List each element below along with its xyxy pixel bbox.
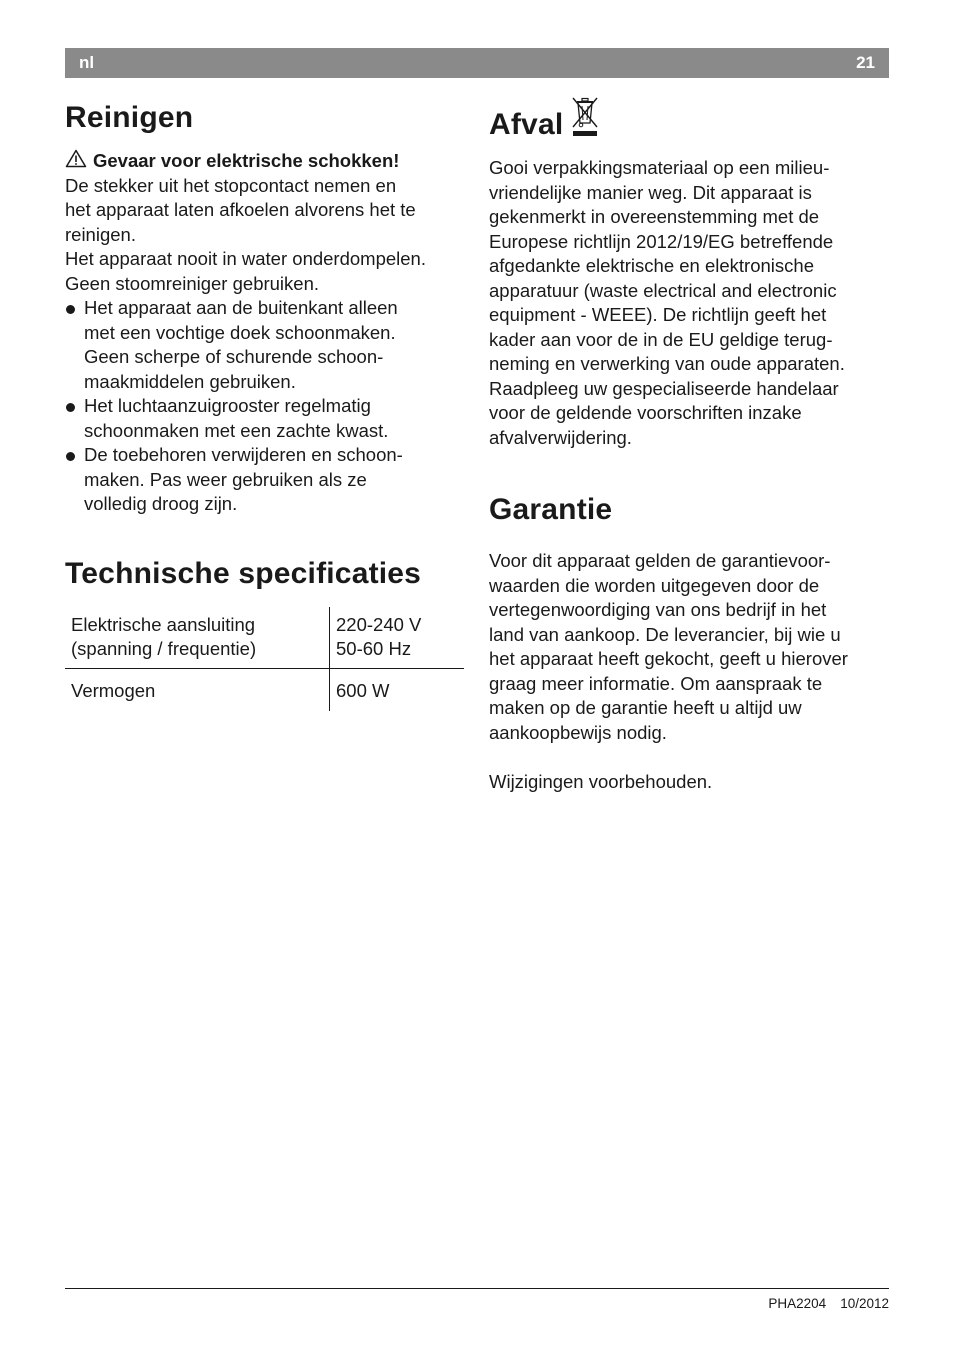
garantie-text bbox=[489, 549, 889, 794]
crossed-out-wheelie-bin-icon bbox=[569, 95, 601, 148]
afval-text bbox=[489, 156, 889, 450]
section-title-garantie: Garantie bbox=[489, 493, 613, 526]
spec-value: 220-240 V 50-60 Hz bbox=[330, 607, 465, 669]
reinigen-line: De stekker uit het stopcontact nemen en bbox=[65, 174, 397, 196]
reinigen-line: reinigen. bbox=[65, 223, 136, 245]
language-code: nl bbox=[79, 53, 95, 72]
spec-table bbox=[65, 607, 464, 712]
garantie-line: aankoopbewijs nodig. bbox=[489, 721, 667, 743]
table-row bbox=[65, 668, 464, 711]
garantie-line: land van aankoop. De leverancier, bij wie u bbox=[489, 623, 841, 645]
footer-date: 10/2012 bbox=[840, 1296, 889, 1311]
footer-model: PHA2204 bbox=[768, 1296, 827, 1311]
reinigen-line: Geen stoomreiniger gebruiken. bbox=[65, 272, 320, 294]
list-item: Het luchtaanzuigrooster regelmatig schoonmaken met een zachte kwast. bbox=[65, 394, 465, 443]
afval-line: vriendelijke manier weg. Dit apparaat is bbox=[489, 181, 812, 203]
afval-heading bbox=[489, 95, 889, 148]
afval-line: Gooi verpakkingsmateriaal op een milieu- bbox=[489, 157, 830, 178]
list-item: De toebehoren verwijderen en schoon- maken. Pas weer gebruiken als ze volledig droog zijn. bbox=[65, 443, 465, 517]
footer bbox=[768, 1296, 889, 1311]
afval-line: kader aan voor de in de EU geldige terug- bbox=[489, 328, 833, 350]
afval-line: Europese richtlijn 2012/19/EG betreffende bbox=[489, 230, 834, 252]
warning-text: Gevaar voor elektrische schokken! bbox=[93, 150, 400, 171]
afval-line: equipment - WEEE). De richtlijn geeft het bbox=[489, 304, 827, 325]
right-column bbox=[489, 95, 889, 794]
table-row bbox=[65, 607, 464, 669]
afval-line: afgedankte elektrische en elektronische bbox=[489, 255, 814, 276]
garantie-note: Wijzigingen voorbehouden. bbox=[489, 770, 713, 792]
afval-line: voor de geldende voorschriften inzake bbox=[489, 402, 802, 423]
afval-line: neming en verwerking van oude apparaten. bbox=[489, 353, 845, 374]
footer-divider bbox=[65, 1288, 889, 1289]
afval-line: afvalverwijdering. bbox=[489, 426, 632, 448]
list-item: Het apparaat aan de buitenkant alleen met een vochtige doek schoonmaken. Geen scherpe of schurende schoon- maakmiddelen gebruiken. bbox=[65, 296, 465, 394]
section-title-specs: Technische specificaties bbox=[65, 556, 422, 590]
garantie-line: maken op de garantie heeft u altijd uw bbox=[489, 697, 802, 718]
bullet-dot-icon bbox=[66, 305, 75, 314]
section-title-afval: Afval bbox=[489, 108, 564, 141]
bullet-dot-icon bbox=[66, 403, 75, 412]
garantie-line: graag meer informatie. Om aanspraak te bbox=[489, 672, 823, 694]
garantie-line: vertegenwoordiging van ons bedrijf in het bbox=[489, 599, 827, 620]
afval-line: apparatuur (waste electrical and electronic bbox=[489, 279, 837, 301]
garantie-line: het apparaat heeft gekocht, geeft u hierover bbox=[489, 648, 848, 669]
warning-triangle-icon bbox=[65, 149, 87, 173]
afval-line: Raadpleeg uw gespecialiseerde handelaar bbox=[489, 377, 839, 399]
garantie-line: Voor dit apparaat gelden de garantievoor- bbox=[489, 550, 831, 571]
section-title-reinigen: Reinigen bbox=[65, 101, 194, 134]
garantie-line: waarden die worden uitgegeven door de bbox=[489, 574, 820, 596]
spec-label: Elektrische aansluiting (spanning / frequentie) bbox=[65, 607, 330, 669]
left-column bbox=[65, 95, 465, 711]
page-header-bar bbox=[65, 48, 889, 78]
warning-line bbox=[65, 149, 465, 174]
reinigen-line: het apparaat laten afkoelen alvorens het te bbox=[65, 199, 416, 220]
bullet-dot-icon bbox=[66, 452, 75, 461]
spec-value: 600 W bbox=[336, 679, 390, 701]
spec-label: Vermogen bbox=[65, 668, 330, 711]
reinigen-line: Het apparaat nooit in water onderdompelen. bbox=[65, 248, 426, 269]
page-number: 21 bbox=[856, 53, 875, 72]
afval-line: gekenmerkt in overeenstemming met de bbox=[489, 206, 820, 227]
reinigen-bullet-list bbox=[65, 296, 465, 517]
